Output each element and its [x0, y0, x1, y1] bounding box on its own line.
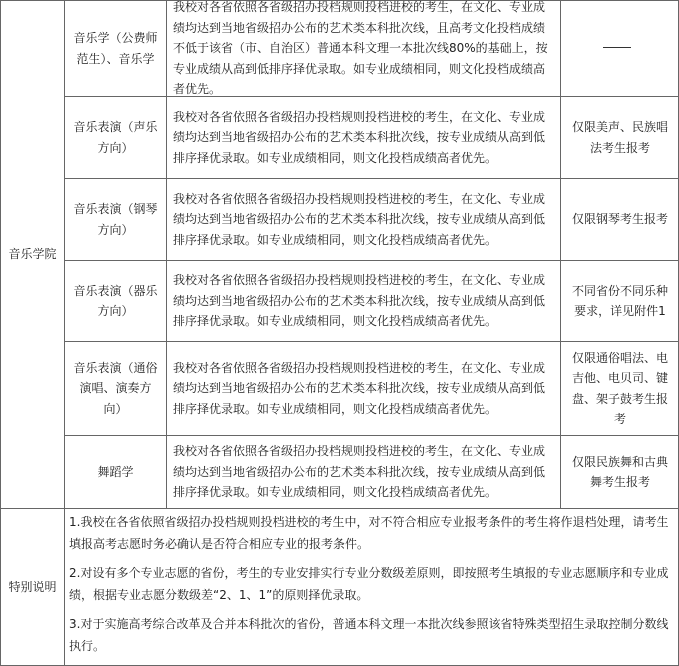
major-name: 音乐学（公费师范生）、音乐学 — [73, 31, 158, 66]
note-text: 仅限美声、民族唱法考生报考 — [571, 120, 668, 155]
major-cell — [67, 342, 164, 435]
rule-cell — [170, 179, 558, 260]
college-cell — [1, 1, 64, 508]
major-name: 音乐表演（钢琴方向） — [73, 202, 158, 237]
note-text: 仅限民族舞和古典舞考生报考 — [571, 454, 668, 489]
special-note-item: 3.对于实施高考综合改革及合并本科批次的省份，普通本科文理一本批次线参照该省特殊类型招生录取控制分数线执行。 — [69, 617, 669, 653]
major-cell — [67, 1, 164, 96]
major-name: 音乐表演（通俗演唱、演奏方向） — [73, 360, 158, 416]
note-cell — [563, 179, 677, 260]
note-cell — [563, 261, 677, 341]
column-divider — [64, 0, 65, 666]
rule-text: 我校对各省依照各省级招办投档规则投档进校的考生，在文化、专业成绩均达到当地省级招办公布的艺术类本科批次线，按专业成绩从高到低排序择优录取。如专业成绩相同，则文化投档成绩高者优先。 — [173, 109, 546, 165]
special-notes-cell — [67, 511, 676, 665]
special-note-item: 1.我校在各省依照省级招办投档规则投档进校的考生中，对不符合相应专业报考条件的考生将作退档处理，请考生填报高考志愿时务必确认是否符合相应专业的报考条件。 — [69, 515, 669, 551]
rule-text: 我校对各省依照各省级招办投档规则投档进校的考生，在文化、专业成绩均达到当地省级招办公布的艺术类本科批次线，且高考文化投档成绩不低于该省（市、自治区）普通本科文理一本批次线80%的基础上，按专业成绩从高到低排序择优录取。如专业成绩相同，则文化投档成绩高者优先。 — [173, 0, 548, 97]
note-text: 不同省份不同乐种要求，详见附件1 — [571, 283, 668, 318]
column-divider — [560, 0, 561, 508]
rule-cell — [170, 1, 558, 96]
special-note-item: 2.对设有多个专业志愿的省份，考生的专业安排实行专业分数级差原则，即按照考生填报的专业志愿顺序和专业成绩，根据专业志愿分数级差“2、1、1”的原则择优录取。 — [69, 566, 669, 602]
special-label: 特别说明 — [8, 579, 57, 594]
rule-text: 我校对各省依照各省级招办投档规则投档进校的考生，在文化、专业成绩均达到当地省级招办公布的艺术类本科批次线，按专业成绩从高到低排序择优录取。如专业成绩相同，则文化投档成绩高者优先。 — [173, 360, 546, 416]
major-name: 音乐表演（声乐方向） — [73, 120, 158, 155]
rule-cell — [170, 436, 558, 508]
note-text: 仅限通俗唱法、电吉他、电贝司、键盘、架子鼓考生报考 — [571, 350, 668, 426]
note-text: 仅限钢琴考生报考 — [571, 212, 668, 227]
major-name: 舞蹈学 — [97, 464, 134, 479]
rule-cell — [170, 342, 558, 435]
major-cell — [67, 179, 164, 260]
major-cell — [67, 261, 164, 341]
major-cell — [67, 436, 164, 508]
rule-text: 我校对各省依照各省级招办投档规则投档进校的考生，在文化、专业成绩均达到当地省级招办公布的艺术类本科批次线，按专业成绩从高到低排序择优录取。如专业成绩相同，则文化投档成绩高者优先。 — [173, 273, 546, 329]
note-cell — [563, 436, 677, 508]
row-divider — [0, 508, 679, 509]
rule-text: 我校对各省依照各省级招办投档规则投档进校的考生，在文化、专业成绩均达到当地省级招办公布的艺术类本科批次线，按专业成绩从高到低排序择优录取。如专业成绩相同，则文化投档成绩高者优先。 — [173, 191, 546, 247]
empty-note-dash — [603, 47, 631, 48]
college-name: 音乐学院 — [8, 247, 57, 262]
rule-text: 我校对各省依照各省级招办投档规则投档进校的考生，在文化、专业成绩均达到当地省级招办公布的艺术类本科批次线，按专业成绩从高到低排序择优录取。如专业成绩相同，则文化投档成绩高者优先。 — [173, 444, 546, 500]
rule-cell — [170, 261, 558, 341]
special-label-cell — [1, 509, 64, 665]
note-cell — [563, 342, 677, 435]
major-cell — [67, 97, 164, 178]
rule-cell — [170, 97, 558, 178]
note-cell — [563, 97, 677, 178]
major-name: 音乐表演（器乐方向） — [73, 283, 158, 318]
column-divider — [166, 0, 167, 508]
